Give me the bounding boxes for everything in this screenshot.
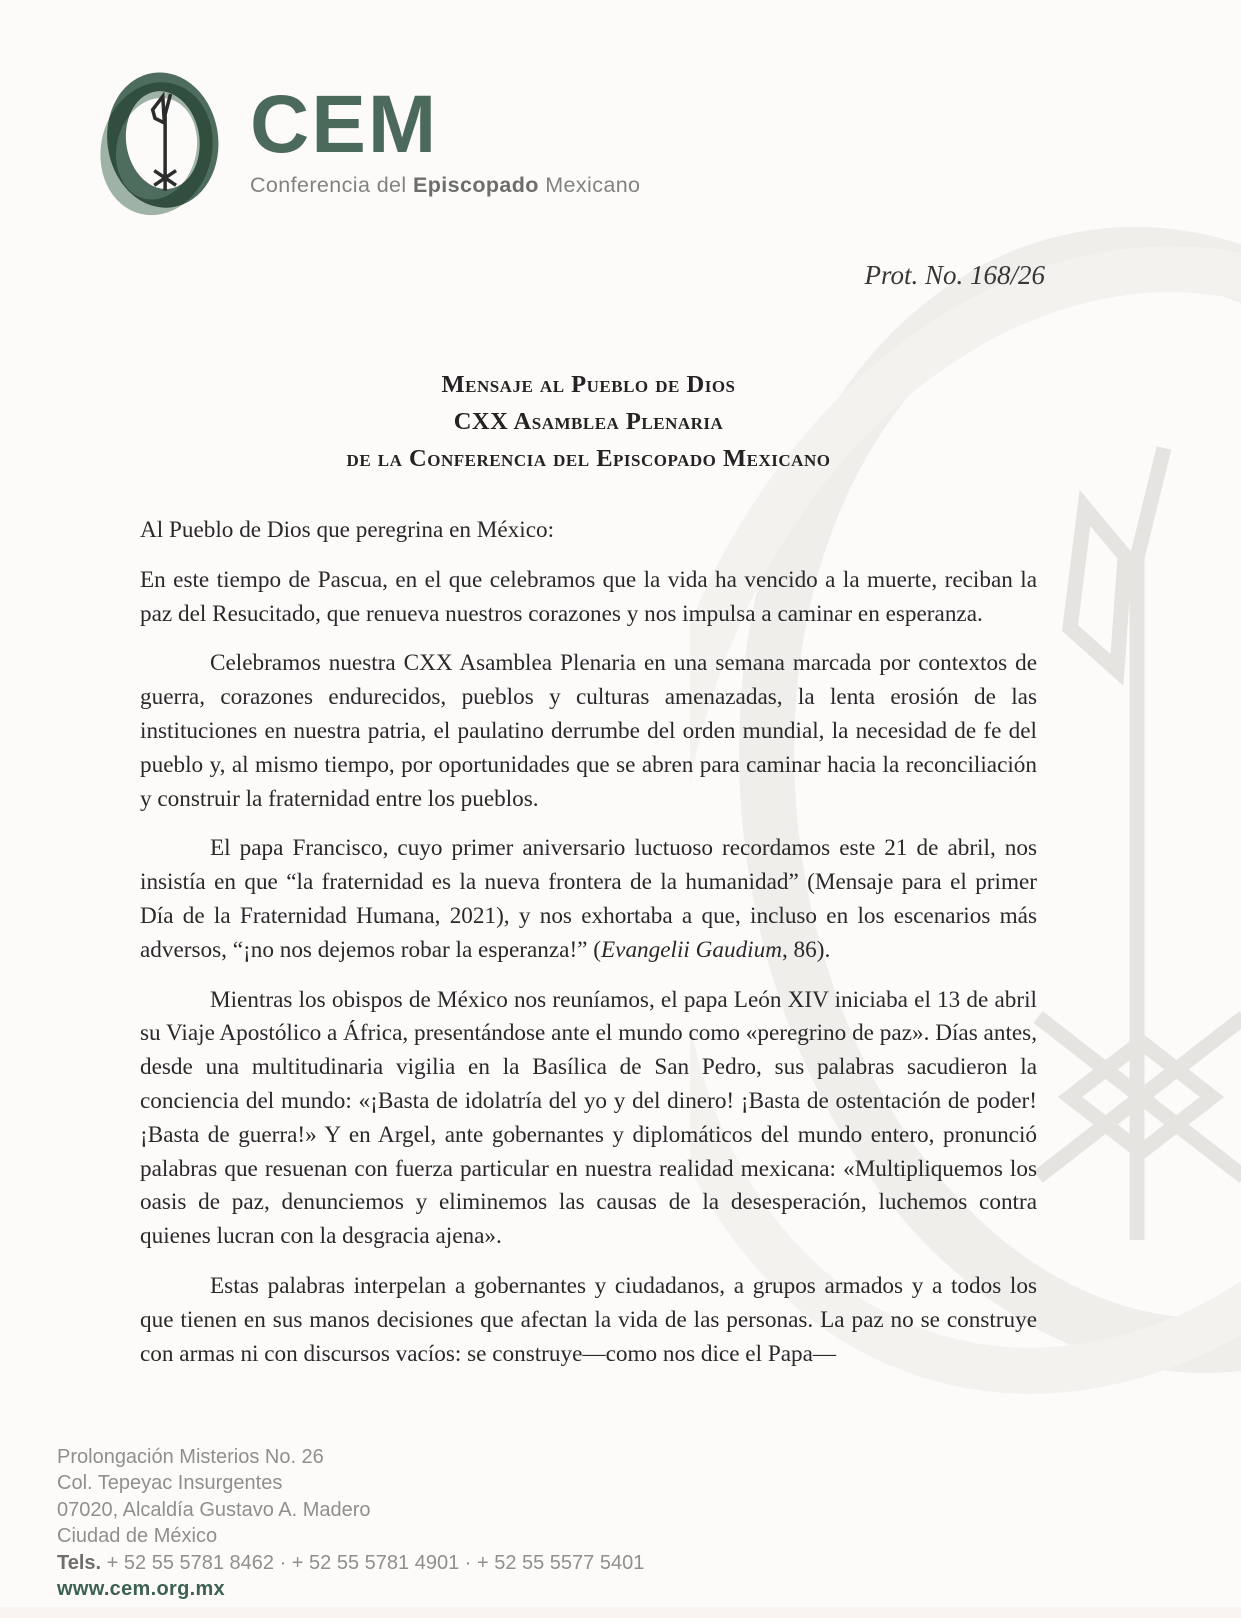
paragraph: Mientras los obispos de México nos reuníamos, el papa León XIV iniciaba el 13 de abril su Viaje Apostólico a África, presentándose ante el mundo como «peregrino de paz». Días antes, desde una multitudinaria vigilia en la Basílica de San Pedro, sus palabras sacudieron la conciencia del mundo: «¡Basta de idolatría del yo y del dinero! ¡Basta de ostentación de poder! ¡Basta de guerra!» Y en Argel, ante gobernantes y diplomáticos del mundo entero, pronunció palabras que resuenan con fuerza particular en nuestra realidad mexicana: «Multipliquemos los oasis de paz, denunciemos y eliminemos las causas de la desesperación, luchemos contra quienes lucran con la desgracia ajena». xyxy=(140,986,1037,1250)
cem-logo-icon xyxy=(84,66,240,222)
address-line: Prolongación Misterios No. 26 xyxy=(57,1446,324,1468)
paragraph: En este tiempo de Pascua, en el que celebramos que la vida ha vencido a la muerte, reciban la paz del Resucitado, que renueva nuestros corazones y nos impulsa a caminar en esperanza. xyxy=(140,566,1037,627)
address-lines xyxy=(57,1444,644,1550)
footer-address xyxy=(57,1444,644,1602)
paragraph: El papa Francisco, cuyo primer aniversario luctuoso recordamos este 21 de abril, nos insistía en que “la fraternidad es la nueva frontera de la humanidad” (Mensaje para el primer Día de la Fraternidad Humana, 2021), y nos exhortaba a que, incluso en los escenarios más adversos, “¡no nos dejemos robar la esperanza!” (Evangelii Gaudium, 86). xyxy=(140,835,1037,963)
protocol-number: Prot. No. 168/26 xyxy=(864,260,1045,290)
address-line: Col. Tepeyac Insurgentes xyxy=(57,1472,283,1495)
paragraph: Celebramos nuestra CXX Asamblea Plenaria en una semana marcada por contextos de guerra, corazones endurecidos, pueblos y culturas amenazadas, la lenta erosión de las instituciones en nuestra patria, el paulatino derrumbe del orden mundial, la necesidad de fe del pueblo y, al mismo tiempo, por oportunidades que se abren para caminar hacia la reconciliación y construir la fraternidad entre los pueblos. xyxy=(140,650,1037,812)
address-line: 07020, Alcaldía Gustavo A. Madero xyxy=(57,1498,371,1521)
phone-numbers: Tels. + 52 55 5781 8462 · + 52 55 5781 4901 · + 52 55 5577 5401 xyxy=(57,1551,645,1574)
crosier-icon xyxy=(153,94,176,191)
paragraph: Estas palabras interpelan a gobernantes y ciudadanos, a grupos armados y a todos los que tienen en sus manos decisiones que afectan la vida de las personas. La paz no se construye con armas ni con discursos vacíos: se construye—como nos dice el Papa— xyxy=(140,1272,1037,1367)
brand-tagline: Conferencia del Episcopado Mexicano xyxy=(250,173,641,197)
website-link: www.cem.org.mx xyxy=(57,1578,225,1601)
brand-name: CEM xyxy=(250,79,439,170)
scan-edge-band xyxy=(0,1607,1241,1618)
title-line-2: CXX Asamblea Plenaria xyxy=(453,408,724,435)
title-line-1: Mensaje al Pueblo de Dios xyxy=(441,371,736,398)
brand-block xyxy=(250,79,641,198)
address-line: Ciudad de México xyxy=(57,1525,218,1548)
paragraph: Al Pueblo de Dios que peregrina en México: xyxy=(140,517,555,543)
document-title xyxy=(140,366,1037,477)
body-text xyxy=(140,514,1037,1387)
title-line-3: de la Conferencia del Episcopado Mexicano xyxy=(346,445,831,472)
